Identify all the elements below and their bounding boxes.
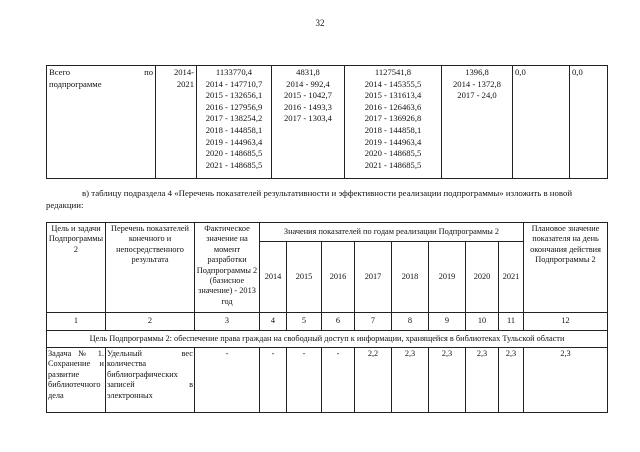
value-cell: 2,2 bbox=[355, 348, 392, 413]
column-number: 2 bbox=[106, 313, 195, 331]
years-end: 2021 bbox=[176, 78, 194, 89]
cell-value: 2015 - 132656,1 bbox=[205, 90, 263, 101]
task-name-cell bbox=[47, 348, 106, 413]
total-label-cell bbox=[47, 66, 156, 179]
total-label: Всего bbox=[49, 67, 71, 77]
year-header: 2015 bbox=[287, 242, 322, 313]
federal-funding-cell bbox=[272, 66, 345, 179]
header-indicators: Перечень показателей конечного и непосредственного результата bbox=[106, 223, 195, 313]
indicator-line: записей в bbox=[107, 380, 193, 390]
indicator-line: библиографических bbox=[107, 369, 178, 379]
value-cell: - bbox=[260, 348, 287, 413]
column-number: 11 bbox=[499, 313, 524, 331]
header-goal: Цель и задачи Подпрограммы 2 bbox=[47, 223, 106, 313]
task-name-line: дела bbox=[48, 390, 64, 400]
value-cell: 2,3 bbox=[466, 348, 499, 413]
other-funding-cell bbox=[570, 66, 608, 179]
cell-value: 2018 - 144858,1 bbox=[205, 124, 263, 135]
cell-value: 2014 - 145355,5 bbox=[364, 78, 422, 89]
column-number: 4 bbox=[260, 313, 287, 331]
year-header: 2014 bbox=[260, 242, 287, 313]
funding-summary-table bbox=[46, 65, 608, 179]
column-number: 12 bbox=[524, 313, 608, 331]
header-by-years: Значения показателей по годам реализации Подпрограммы 2 bbox=[260, 223, 524, 242]
page-number: 32 bbox=[315, 18, 325, 28]
cell-value: 2018 - 144858,1 bbox=[364, 124, 422, 135]
value-cell: 2,3 bbox=[524, 348, 608, 413]
total-label-po: по bbox=[144, 67, 153, 77]
cell-value: 2014 - 147710,7 bbox=[205, 78, 263, 89]
column-number: 9 bbox=[429, 313, 466, 331]
cell-value: 2014 - 1372,8 bbox=[453, 78, 501, 89]
total-funding-cell bbox=[197, 66, 272, 179]
task-name-line: развитие bbox=[48, 369, 80, 379]
cell-value: 0,0 bbox=[572, 67, 583, 77]
cell-value: 2017 - 138254,2 bbox=[205, 113, 263, 124]
table-header-row bbox=[47, 223, 608, 242]
table-row bbox=[47, 66, 608, 179]
value-cell: - bbox=[322, 348, 355, 413]
year-header: 2019 bbox=[429, 242, 466, 313]
column-number: 7 bbox=[355, 313, 392, 331]
cell-value: 2016 - 127956,9 bbox=[205, 101, 263, 112]
cell-value: 2021 - 148685,5 bbox=[364, 159, 422, 170]
task-name-line: Задача № 1. bbox=[48, 349, 104, 358]
cell-value: 2020 - 148685,5 bbox=[364, 148, 422, 159]
year-header: 2017 bbox=[355, 242, 392, 313]
indicator-line: количества bbox=[107, 359, 147, 369]
cell-value: 2015 - 131613,4 bbox=[364, 90, 422, 101]
indicator-line: Удельный вес bbox=[107, 349, 193, 358]
year-header: 2021 bbox=[499, 242, 524, 313]
column-number: 10 bbox=[466, 313, 499, 331]
value-cell: 2,3 bbox=[392, 348, 429, 413]
column-number: 1 bbox=[47, 313, 106, 331]
years-cell bbox=[156, 66, 197, 179]
year-header: 2016 bbox=[322, 242, 355, 313]
regional-funding-cell bbox=[345, 66, 442, 179]
column-number: 3 bbox=[195, 313, 260, 331]
value-cell: - bbox=[287, 348, 322, 413]
cell-value: 2019 - 144963,4 bbox=[205, 136, 263, 147]
indicator-cell bbox=[106, 348, 195, 413]
column-number: 5 bbox=[287, 313, 322, 331]
column-numbers-row bbox=[47, 313, 608, 331]
indicators-table bbox=[46, 222, 608, 413]
column-number: 6 bbox=[322, 313, 355, 331]
cell-value: 4831,8 bbox=[296, 67, 320, 77]
cell-value: 1133770,4 bbox=[215, 67, 253, 77]
value-cell: 2,3 bbox=[429, 348, 466, 413]
value-cell: 2,3 bbox=[499, 348, 524, 413]
cell-value: 2020 - 148685,5 bbox=[205, 148, 263, 159]
cell-value: 2017 - 136926,8 bbox=[364, 113, 422, 124]
indicator-line: электронных bbox=[107, 390, 153, 400]
task-name-line: библиотечного bbox=[48, 380, 101, 390]
task-name-line: Сохранение и bbox=[48, 359, 104, 369]
cell-value: 2017 - 24,0 bbox=[457, 90, 497, 101]
header-actual-value: Фактическое значение на момент разработки Подпрограммы 2 (базисное значение) - 2013 год bbox=[195, 223, 260, 313]
year-header: 2018 bbox=[392, 242, 429, 313]
goal-row bbox=[47, 331, 608, 348]
cell-value: 2021 - 148685,5 bbox=[205, 159, 263, 170]
value-cell: - bbox=[195, 348, 260, 413]
goal-text: Цель Подпрограммы 2: обеспечение права граждан на свободный доступ к информации, хранящейся в библиотеках Тульской области bbox=[47, 331, 608, 348]
local-funding-cell bbox=[442, 66, 513, 179]
cell-value: 2016 - 1493,3 bbox=[284, 101, 332, 112]
column-number: 8 bbox=[392, 313, 429, 331]
cell-value: 2019 - 144963,4 bbox=[364, 136, 422, 147]
year-header: 2020 bbox=[466, 242, 499, 313]
cell-value: 0,0 bbox=[515, 67, 526, 77]
cell-value: 1127541,8 bbox=[374, 67, 412, 77]
cell-value: 2016 - 126463,6 bbox=[364, 101, 422, 112]
extra-funding-cell bbox=[513, 66, 570, 179]
total-label-line2: подпрограмме bbox=[49, 78, 102, 89]
cell-value: 2017 - 1303,4 bbox=[284, 113, 332, 124]
cell-value: 1396,8 bbox=[465, 67, 489, 77]
task-row bbox=[47, 348, 608, 413]
years-start: 2014- bbox=[173, 67, 194, 77]
header-planned-value: Плановое значение показателя на день окончания действия Подпрограммы 2 bbox=[524, 223, 608, 313]
cell-value: 2014 - 992,4 bbox=[286, 78, 330, 89]
cell-value: 2015 - 1042,7 bbox=[284, 90, 332, 101]
amendment-paragraph: в) таблицу подраздела 4 «Перечень показателей результативности и эффективности реализации подпрограммы» изложить в новой редакции: bbox=[46, 188, 573, 210]
